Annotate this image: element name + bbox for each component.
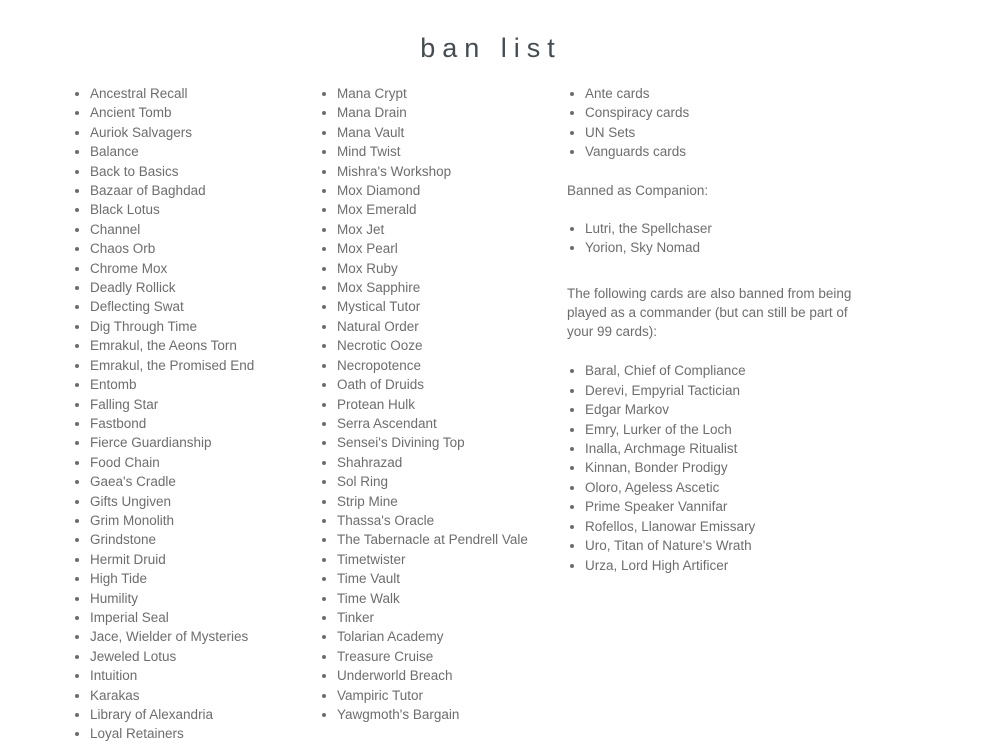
list-item: • Chaos Orb xyxy=(90,239,306,258)
list-item: • Jace, Wielder of Mysteries xyxy=(90,627,306,646)
list-item: • Thassa's Oracle xyxy=(337,511,567,530)
list-item: • The Tabernacle at Pendrell Vale xyxy=(337,530,567,549)
list-item: • Mystical Tutor xyxy=(337,297,567,316)
list-item: • Sensei's Divining Top xyxy=(337,433,567,452)
list-item: • Ante cards xyxy=(585,84,865,103)
list-item: • Necrotic Ooze xyxy=(337,336,567,355)
list-item: • Imperial Seal xyxy=(90,608,306,627)
list-item: • Vanguards cards xyxy=(585,142,865,161)
list-item: • Emry, Lurker of the Loch xyxy=(585,420,865,439)
list-item: • Mox Ruby xyxy=(337,259,567,278)
list-item: • Lutri, the Spellchaser xyxy=(585,219,865,238)
list-item: • Mana Drain xyxy=(337,103,567,122)
list-item: • Kinnan, Bonder Prodigy xyxy=(585,458,865,477)
list-item: • Karakas xyxy=(90,686,306,705)
list-item: • Tolarian Academy xyxy=(337,627,567,646)
list-item: • Entomb xyxy=(90,375,306,394)
ban-list-column-2 xyxy=(305,84,567,724)
list-item: • UN Sets xyxy=(585,123,865,142)
list-item: • Underworld Breach xyxy=(337,666,567,685)
list-item: • Fierce Guardianship xyxy=(90,433,306,452)
list-item: • Edgar Markov xyxy=(585,400,865,419)
list-item: • Intuition xyxy=(90,666,306,685)
list-item: • Hermit Druid xyxy=(90,550,306,569)
list-item: • Necropotence xyxy=(337,356,567,375)
list-item: • Yorion, Sky Nomad xyxy=(585,238,865,257)
list-item: • Gifts Ungiven xyxy=(90,492,306,511)
list-item: • Oath of Druids xyxy=(337,375,567,394)
list-item: • Serra Ascendant xyxy=(337,414,567,433)
list-item: • Grim Monolith xyxy=(90,511,306,530)
list-item: • Food Chain xyxy=(90,453,306,472)
list-item: • Emrakul, the Promised End xyxy=(90,356,306,375)
list-item: • Yawgmoth's Bargain xyxy=(337,705,567,724)
list-item: • Sol Ring xyxy=(337,472,567,491)
list-item: • Strip Mine xyxy=(337,492,567,511)
list-item: • Conspiracy cards xyxy=(585,103,865,122)
list-item: • Falling Star xyxy=(90,395,306,414)
list-item: • High Tide xyxy=(90,569,306,588)
list-item: • Dig Through Time xyxy=(90,317,306,336)
list-item: • Library of Alexandria xyxy=(90,705,306,724)
list-item: • Mox Pearl xyxy=(337,239,567,258)
list-item: • Shahrazad xyxy=(337,453,567,472)
list-item: • Ancestral Recall xyxy=(90,84,306,103)
banned-cards-list-a-to-l xyxy=(58,84,306,744)
list-item: • Rofellos, Llanowar Emissary xyxy=(585,517,865,536)
list-item: • Tinker xyxy=(337,608,567,627)
list-item: • Jeweled Lotus xyxy=(90,647,306,666)
list-item: • Channel xyxy=(90,220,306,239)
ban-list-column-3 xyxy=(567,84,865,575)
list-item: • Back to Basics xyxy=(90,162,306,181)
list-item: • Ancient Tomb xyxy=(90,103,306,122)
ban-list-column-1 xyxy=(58,84,306,744)
list-item: • Auriok Salvagers xyxy=(90,123,306,142)
list-item: • Mox Sapphire xyxy=(337,278,567,297)
list-item: • Vampiric Tutor xyxy=(337,686,567,705)
commander-note: The following cards are also banned from being played as a commander (but can still be part of your 99 cards): xyxy=(567,286,852,340)
banned-commanders-list xyxy=(567,361,865,574)
list-item: • Oloro, Ageless Ascetic xyxy=(585,478,865,497)
list-item: • Chrome Mox xyxy=(90,259,306,278)
list-item: • Humility xyxy=(90,589,306,608)
list-item: • Grindstone xyxy=(90,530,306,549)
list-item: • Mana Crypt xyxy=(337,84,567,103)
list-item: • Time Vault xyxy=(337,569,567,588)
banned-cards-list-m-to-y xyxy=(305,84,567,724)
page-title: ban list xyxy=(420,33,562,63)
list-item: • Mox Jet xyxy=(337,220,567,239)
list-item: • Mox Diamond xyxy=(337,181,567,200)
list-item: • Fastbond xyxy=(90,414,306,433)
banned-companions-list xyxy=(567,219,865,258)
list-item: • Deadly Rollick xyxy=(90,278,306,297)
list-item: • Time Walk xyxy=(337,589,567,608)
list-item: • Derevi, Empyrial Tactician xyxy=(585,381,865,400)
list-item: • Mind Twist xyxy=(337,142,567,161)
list-item: • Deflecting Swat xyxy=(90,297,306,316)
list-item: • Uro, Titan of Nature's Wrath xyxy=(585,536,865,555)
list-item: • Mishra's Workshop xyxy=(337,162,567,181)
list-item: • Bazaar of Baghdad xyxy=(90,181,306,200)
list-item: • Mana Vault xyxy=(337,123,567,142)
companion-heading: Banned as Companion: xyxy=(567,182,709,198)
list-item: • Black Lotus xyxy=(90,200,306,219)
list-item: • Treasure Cruise xyxy=(337,647,567,666)
list-item: • Loyal Retainers xyxy=(90,724,306,743)
list-item: • Emrakul, the Aeons Torn xyxy=(90,336,306,355)
list-item: • Baral, Chief of Compliance xyxy=(585,361,865,380)
list-item: • Balance xyxy=(90,142,306,161)
list-item: • Natural Order xyxy=(337,317,567,336)
list-item: • Gaea's Cradle xyxy=(90,472,306,491)
list-item: • Urza, Lord High Artificer xyxy=(585,556,865,575)
list-item: • Prime Speaker Vannifar xyxy=(585,497,865,516)
list-item: • Timetwister xyxy=(337,550,567,569)
banned-card-types-list xyxy=(567,84,865,162)
list-item: • Protean Hulk xyxy=(337,395,567,414)
list-item: • Inalla, Archmage Ritualist xyxy=(585,439,865,458)
list-item: • Mox Emerald xyxy=(337,200,567,219)
